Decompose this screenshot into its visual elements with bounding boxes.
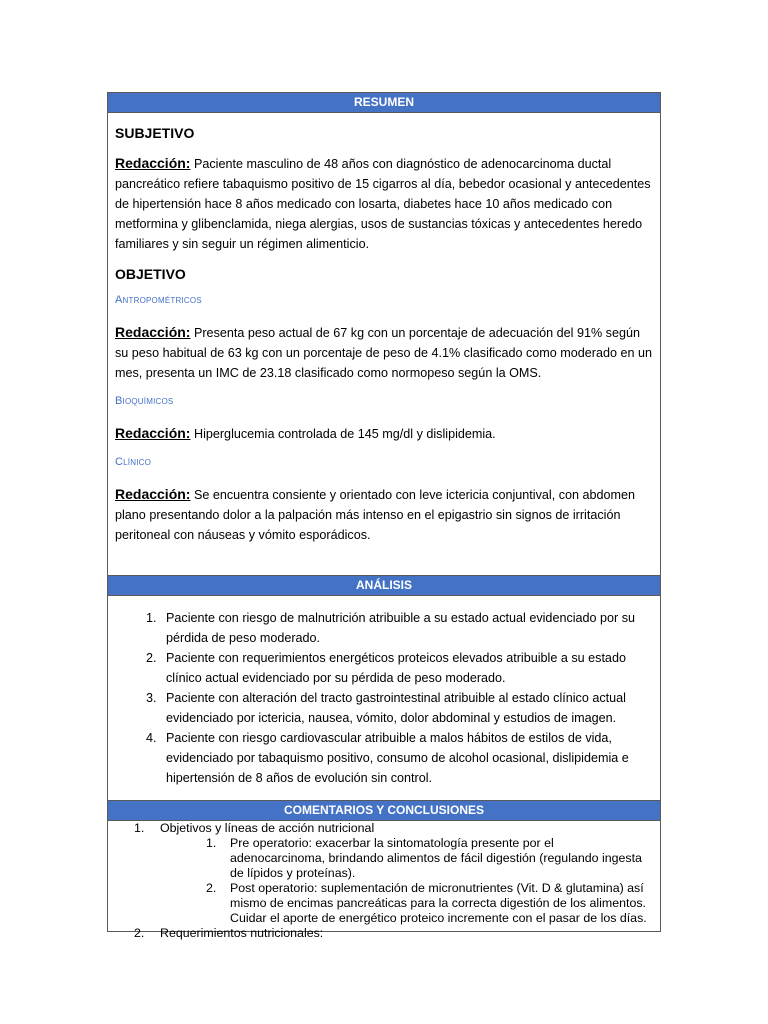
objetivo-heading: OBJETIVO	[115, 266, 186, 282]
antropometricos-paragraph	[115, 322, 653, 383]
clinico-paragraph	[115, 484, 653, 545]
list-item: 1. Objetivos y líneas de acción nutricional	[134, 821, 375, 835]
list-item: 2. Requerimientos nutricionales:	[134, 926, 324, 940]
list-item: 2. Paciente con requerimientos energéticos proteicos elevados atribuible a su estado clínico actual evidenciado por su pérdida de peso moderado.	[160, 648, 652, 688]
resumen-section	[108, 113, 660, 575]
list-item: 2. Post operatorio: suplementación de micronutrientes (Vit. D & glutamina) así mismo de encimas pancreáticas para la correcta digestión de los alimentos. Cuidar el aporte de energético proteico incremente con el pasar de los días.	[206, 881, 647, 925]
bioquimicos-text: Hiperglucemia controlada de 145 mg/dl y dislipidemia.	[190, 427, 496, 441]
header-analisis: ANÁLISIS	[108, 575, 660, 596]
redaccion-label: Redacción:	[115, 486, 191, 502]
subjetivo-text: Paciente masculino de 48 años con diagnóstico de adenocarcinoma ductal pancreático refiere tabaquismo positivo de 15 cigarros al día, bebedor ocasional y antecedentes de hipertensión hace 8 años medicado con losarta, diabetes hace 10 años medicado con metformina y glibenclamida, niega alergias, usos de sustancias tóxicas y antecedentes heredo familiares y sin seguir un régimen alimenticio.	[115, 157, 651, 251]
clinico-title: Clínico	[115, 456, 152, 468]
antropometricos-text: Presenta peso actual de 67 kg con un porcentaje de adecuación del 91% según su peso habitual de 63 kg con un porcentaje de peso de 4.1% clasificado como moderado en un mes, presenta un IMC de 23.18 clasificado como normopeso según la OMS.	[115, 326, 652, 380]
list-item: 3. Paciente con alteración del tracto gastrointestinal atribuible al estado clínico actual evidenciado por ictericia, nausea, vómito, dolor abdominal y estudios de imagen.	[160, 688, 652, 728]
comentarios-section	[108, 821, 660, 940]
clinico-text: Se encuentra consiente y orientado con leve ictericia conjuntival, con abdomen plano presentando dolor a la palpación más intenso en el epigastrio sin signos de irritación peritoneal con náuseas y vómito esporádicos.	[115, 488, 636, 542]
analisis-section	[108, 596, 660, 800]
redaccion-label: Redacción:	[115, 425, 191, 441]
header-comentarios: COMENTARIOS Y CONCLUSIONES	[108, 800, 660, 821]
document-table	[107, 92, 661, 940]
list-item: 1. Paciente con riesgo de malnutrición atribuible a su estado actual evidenciado por su pérdida de peso moderado.	[160, 608, 652, 648]
subjetivo-paragraph	[115, 153, 653, 254]
redaccion-label: Redacción:	[115, 324, 191, 340]
redaccion-label: Redacción:	[115, 155, 191, 171]
header-resumen: RESUMEN	[108, 93, 660, 113]
list-item: 4. Paciente con riesgo cardiovascular atribuible a malos hábitos de estilos de vida, evidenciado por tabaquismo positivo, consumo de alcohol ocasional, dislipidemia e hipertensión de 8 años de evolución sin control.	[160, 728, 652, 788]
list-item: 1. Pre operatorio: exacerbar la sintomatología presente por el adenocarcinoma, brindando alimentos de fácil digestión (regulando ingesta de lípidos y proteínas).	[206, 836, 642, 880]
bioquimicos-title: Bioquímicos	[115, 395, 174, 407]
bioquimicos-paragraph	[115, 423, 653, 444]
subjetivo-heading: SUBJETIVO	[115, 125, 195, 141]
antropometricos-title: Antropométricos	[115, 294, 202, 306]
analisis-list	[116, 608, 652, 788]
